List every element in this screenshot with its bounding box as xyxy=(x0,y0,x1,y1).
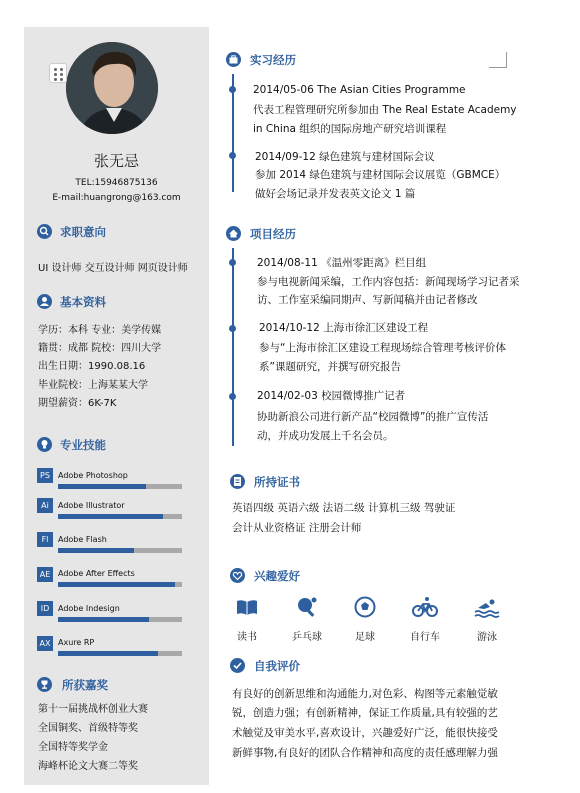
projects-title: 项目经历 xyxy=(250,227,296,241)
project-line: 协助新浪公司进行新产品“校园微博”的推广宣传活 xyxy=(257,411,489,423)
soccer-icon xyxy=(354,596,376,618)
timeline-dot xyxy=(229,325,236,332)
photoshop-icon: PS xyxy=(37,468,53,483)
home-icon xyxy=(226,226,241,241)
certs-line: 英语四级 英语六级 法语二级 计算机三级 驾驶证 xyxy=(232,502,456,514)
awards-title: 所获嘉奖 xyxy=(62,678,108,692)
user-icon xyxy=(37,294,52,309)
skill-bar xyxy=(58,514,182,519)
internship-title: 实习经历 xyxy=(250,53,296,67)
skill-bar-fill xyxy=(58,617,149,622)
project-head: 2014/08-11 《温州零距离》栏目组 xyxy=(257,257,427,269)
skill-name: Adobe Indesign xyxy=(58,604,120,613)
internship-head: 2014/05-06 The Asian Cities Programme xyxy=(253,84,466,96)
internship-head: 2014/09-12 绿色建筑与建材国际会议 xyxy=(255,151,435,163)
project-line: 动，并成功发展上千名会员。 xyxy=(257,430,394,442)
skill-bar-fill xyxy=(58,548,134,553)
skill-bar xyxy=(58,651,182,656)
basic-info-line: 籍贯：成都 院校：四川大学 xyxy=(38,343,162,354)
skill-bar xyxy=(58,617,182,622)
skill-name: Axure RP xyxy=(58,638,95,647)
swimming-icon xyxy=(474,596,500,618)
skill-bar-fill xyxy=(58,651,158,656)
project-head: 2014/02-03 校园微博推广记者 xyxy=(257,390,406,402)
skill-bar xyxy=(58,548,182,553)
project-line: 访、工作室采编同期声、写新闻稿并由记者修改 xyxy=(257,294,478,306)
skill-name: Adobe Flash xyxy=(58,535,107,544)
project-line: 系”课题研究，并撰写研究报告 xyxy=(259,361,401,373)
avatar xyxy=(66,42,158,134)
bicycle-icon xyxy=(412,596,438,618)
self-eval-line: 新鲜事物,有良好的团队合作精神和高度的责任感理解力强 xyxy=(232,747,498,759)
basic-info-title: 基本资料 xyxy=(60,295,106,309)
internship-line: in China 组织的国际房地产研究培训课程 xyxy=(253,123,447,135)
briefcase-icon xyxy=(226,52,241,67)
skill-name: Adobe After Effects xyxy=(58,569,135,578)
skill-bar-fill xyxy=(58,484,146,489)
bulb-icon xyxy=(37,437,52,452)
profile-email: E-mail:huangrong@163.com xyxy=(52,193,181,203)
check-icon xyxy=(230,658,245,673)
drag-handle-icon[interactable] xyxy=(49,63,67,83)
skill-bar-fill xyxy=(58,582,175,587)
self-eval-title: 自我评价 xyxy=(254,659,300,673)
project-line: 参与电视新闻采编，工作内容包括：新闻现场学习记者采 xyxy=(257,276,520,288)
basic-info-line: 毕业院校：上海某某大学 xyxy=(38,380,148,391)
axure-icon: AX xyxy=(37,636,53,651)
search-icon xyxy=(37,224,52,239)
skill-name: Adobe Photoshop xyxy=(58,471,128,480)
award-line: 海峰杯论文大赛二等奖 xyxy=(38,761,138,772)
certs-title: 所持证书 xyxy=(254,475,300,489)
skill-bar xyxy=(58,582,182,587)
award-line: 第十一届挑战杯创业大赛 xyxy=(38,704,148,715)
award-line: 全国特等奖学金 xyxy=(38,742,108,753)
timeline-dot xyxy=(229,393,236,400)
after-effects-icon: AE xyxy=(37,567,53,582)
skills-title: 专业技能 xyxy=(60,438,106,452)
basic-info-line: 期望薪资：6K-7K xyxy=(38,398,117,409)
hobby-label: 自行车 xyxy=(410,632,440,643)
hobbies-title: 兴趣爱好 xyxy=(254,569,300,583)
projects-timeline xyxy=(232,248,234,446)
internship-line: 参加 2014 绿色建筑与建材国际会议展览（GBMCE） xyxy=(255,169,506,181)
project-head: 2014/10-12 上海市徐汇区建设工程 xyxy=(259,322,429,334)
trophy-icon xyxy=(37,677,52,692)
self-eval-line: 术触觉及审美水平,喜欢设计，兴趣爱好广泛，能很快接受 xyxy=(232,727,498,739)
basic-info-line: 出生日期：1990.08.16 xyxy=(38,361,146,372)
illustrator-icon: Ai xyxy=(37,498,53,513)
profile-tel: TEL:15946875136 xyxy=(75,178,158,188)
certificate-icon xyxy=(230,474,245,489)
timeline-dot xyxy=(229,259,236,266)
self-eval-line: 锐，创造力强；有创新精神，保证工作质量,具有较强的艺 xyxy=(232,707,498,719)
hobby-label: 乒乓球 xyxy=(292,632,322,643)
timeline-dot xyxy=(229,86,236,93)
self-eval-line: 有良好的创新思维和沟通能力,对色彩、构图等元素触觉敏 xyxy=(232,688,498,700)
certs-line: 会计从业资格证 注册会计师 xyxy=(232,522,362,534)
award-line: 全国铜奖、首级特等奖 xyxy=(38,723,138,734)
ping-pong-icon xyxy=(296,596,318,618)
corner-mark xyxy=(489,52,507,68)
hobby-label: 游泳 xyxy=(477,632,497,643)
timeline-dot xyxy=(229,152,236,159)
basic-info-line: 学历：本科 专业：美学传媒 xyxy=(38,325,162,336)
job-intent-title: 求职意向 xyxy=(60,225,106,239)
skill-bar-fill xyxy=(58,514,163,519)
project-line: 参与“上海市徐汇区建设工程现场综合管理考核评价体 xyxy=(259,342,506,354)
skill-bar xyxy=(58,484,182,489)
book-icon xyxy=(236,596,258,618)
hobby-label: 读书 xyxy=(237,632,257,643)
profile-name: 张无忌 xyxy=(93,152,139,170)
flash-icon: Fl xyxy=(37,532,53,547)
internship-line: 代表工程管理研究所参加由 The Real Estate Academy xyxy=(253,104,517,116)
indesign-icon: ID xyxy=(37,601,53,616)
internship-line: 做好会场记录并发表英文论文 1 篇 xyxy=(255,188,416,200)
job-intent-text: UI 设计师 交互设计师 网页设计师 xyxy=(38,263,188,274)
heart-icon xyxy=(230,568,245,583)
skill-name: Adobe Illustrator xyxy=(58,501,125,510)
hobby-label: 足球 xyxy=(355,632,375,643)
